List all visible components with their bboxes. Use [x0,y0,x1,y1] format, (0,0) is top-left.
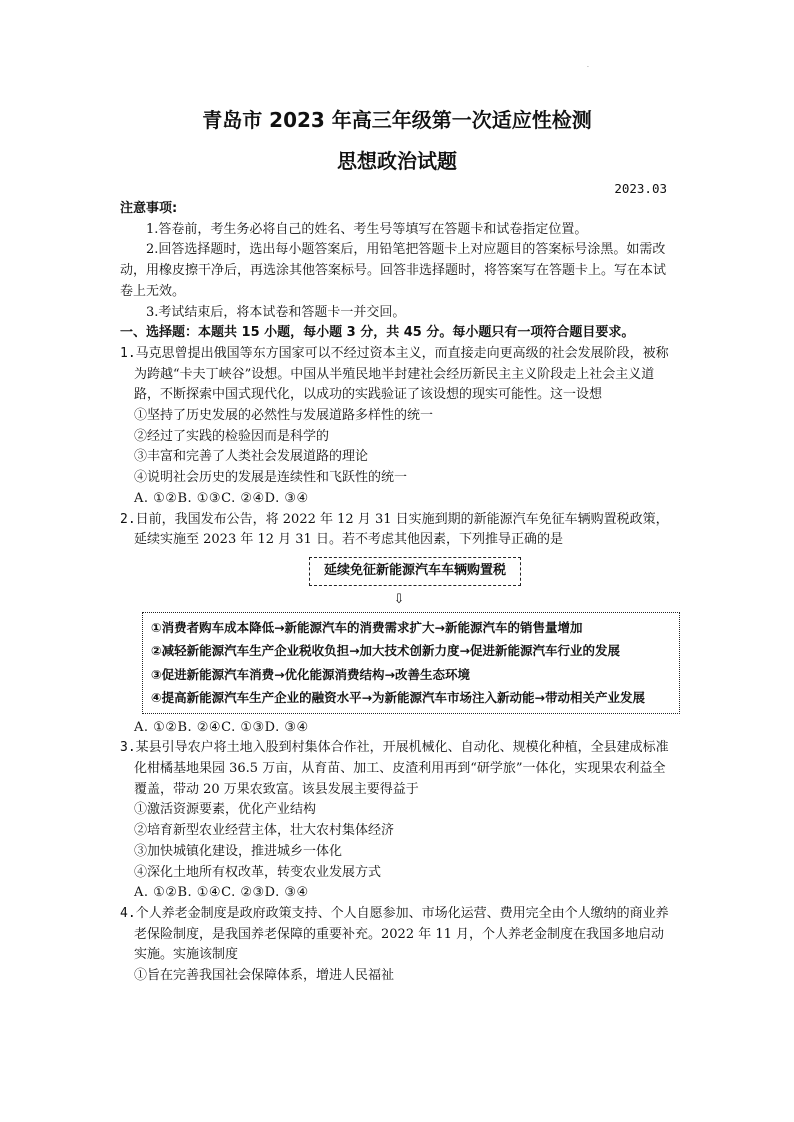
question-text: 个人养老金制度是政府政策支持、个人自愿参加、市场化运营、费用完全由个人缴纳的商业养老保险制度，是我国养老保障的重要补充。2022 年 11 月，个人养老金制度在我国多地启动实施。实施该制度 [134,905,669,963]
exam-content [120,199,676,987]
notice-heading: 注意事项: [120,201,178,216]
question-option: ①激活资源要素，优化产业结构 [134,802,317,818]
exam-subtitle: 思想政治试题 [337,149,457,173]
question-text: 日前，我国发布公告，将 2022 年 12 月 31 日实施到期的新能源汽车免征车辆购置税政策，延续实施至 2023 年 12 月 31 日。若不考虑其他因素，下列推导正确的是 [134,511,669,548]
question-option: ③丰富和完善了人类社会发展道路的理论 [134,449,369,465]
question-text: 马克思曾提出俄国等东方国家可以不经过资本主义，而直接走向更高级的社会发展阶段，被称为跨越“卡夫丁峡谷”设想。中国从半殖民地半封建社会经历新民主主义阶段走上社会主义道路，不断探索中国式现代化，以成功的实践验证了该设想的现实可能性。这一设想 [134,345,669,403]
question-stem [120,904,676,966]
question-stem [120,510,676,551]
answer-choices: A. ①②B. ②④C. ①③D. ③④ [134,719,309,735]
notice-item: 2.回答选择题时，选出每小题答案后，用铅笔把答题卡上对应题目的答案标号涂黑。如需改动，用橡皮擦干净后，再选涂其他答案标号。回答非选择题时，将答案写在答题卡上。写在本试卷上无效。 [120,242,667,299]
answer-choices: A. ①②B. ①③C. ②④D. ③④ [134,490,309,506]
question-number: 2. [120,511,136,527]
question-option: ④深化土地所有权改革，转变农业发展方式 [134,864,382,880]
down-arrow-icon: ⇩ [393,591,405,607]
question-option: ③加快城镇化建设，推进城乡一体化 [134,843,343,859]
diagram-chain-line: ②减轻新能源汽车生产企业税收负担→加大技术创新力度→促进新能源汽车行业的发展 [151,643,621,659]
diagram-chain-line: ④提高新能源汽车生产企业的融资水平→为新能源汽车市场注入新动能→带动相关产业发展 [151,690,646,706]
section-heading: 一、选择题：本题共 15 小题，每小题 3 分，共 45 分。每小题只有一项符合题目要求。 [120,325,635,341]
notice-item: 3.考试结束后，将本试卷和答题卡一并交回。 [146,304,406,320]
question-option: ②培育新型农业经营主体，壮大农村集体经济 [134,823,395,839]
question-text: 某县引导农户将土地入股到村集体合作社，开展机械化、自动化、规模化种植，全县建成标准化柑橘基地果园 36.5 万亩，从育苗、加工、皮渣利用再到“研学旅”一体化，实现果农利益全覆盖，带动 20 万果农致富。该县发展主要得益于 [134,740,669,797]
diagram-top-box: 延续免征新能源汽车车辆购置税 [309,557,521,586]
notice-item: 1.答卷前，考生务必将自己的姓名、考生号等填写在答题卡和试卷指定位置。 [146,221,588,237]
question-stem [120,738,676,800]
question-stem [120,344,676,406]
corner-mark: · [587,64,589,71]
question-option: ②经过了实践的检验因而是科学的 [134,428,330,444]
question-number: 3. [120,740,136,756]
question-option: ④说明社会历史的发展是连续性和飞跃性的统一 [134,470,408,486]
diagram-chain-box [142,612,680,714]
question-number: 1. [120,345,136,361]
question-number: 4. [120,905,136,921]
question-option: ①坚持了历史发展的必然性与发展道路多样性的统一 [134,408,434,424]
diagram-chain-line: ③促进新能源汽车消费→优化能源消费结构→改善生态环境 [151,666,471,682]
diagram-chain-line: ①消费者购车成本降低→新能源汽车的消费需求扩大→新能源汽车的销售量增加 [151,619,583,635]
diagram-top [120,557,676,586]
exam-title: 青岛市 2023 年高三年级第一次适应性检测 [202,108,592,132]
question-option: ①旨在完善我国社会保障体系，增进人民福祉 [134,968,395,984]
exam-date: 2023.03 [614,181,667,196]
answer-choices: A. ①②B. ①④C. ②③D. ③④ [134,885,309,901]
